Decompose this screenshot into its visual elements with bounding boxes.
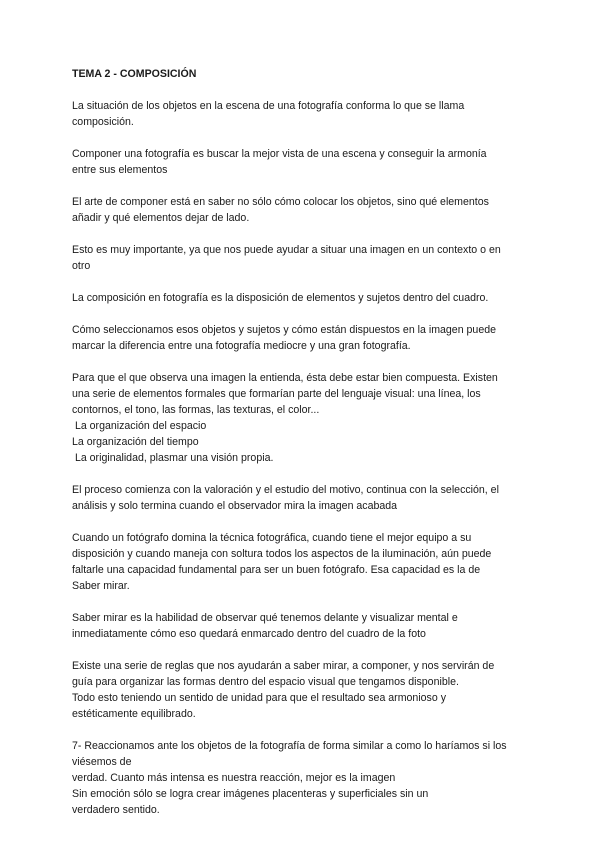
- paragraph-line: El proceso comienza con la valoración y el estudio del motivo, continua con la selección, el: [72, 484, 499, 496]
- paragraph-line: estéticamente equilibrado.: [72, 708, 196, 720]
- document-title: TEMA 2 - COMPOSICIÓN: [72, 68, 197, 80]
- paragraph-line: viésemos de: [72, 756, 132, 768]
- paragraph-line: La originalidad, plasmar una visión propia.: [72, 452, 274, 464]
- paragraph-line: Saber mirar.: [72, 580, 130, 592]
- paragraph-line: marcar la diferencia entre una fotografía mediocre y una gran fotografía.: [72, 340, 411, 352]
- paragraph: [72, 610, 540, 642]
- paragraph-line: La composición en fotografía es la disposición de elementos y sujetos dentro del cuadro.: [72, 292, 489, 304]
- paragraph: [72, 290, 540, 306]
- document-body: [72, 98, 540, 818]
- paragraph-line: Todo esto teniendo un sentido de unidad para que el resultado sea armonioso y: [72, 692, 446, 704]
- paragraph-line: faltarle una capacidad fundamental para ser un buen fotógrafo. Esa capacidad es la de: [72, 564, 481, 576]
- paragraph: [72, 738, 540, 818]
- paragraph-line: composición.: [72, 116, 134, 128]
- paragraph-line: Para que el que observa una imagen la entienda, ésta debe estar bien compuesta. Existen: [72, 372, 498, 384]
- paragraph-line: verdad. Cuanto más intensa es nuestra reacción, mejor es la imagen: [72, 772, 396, 784]
- paragraph: [72, 194, 540, 226]
- paragraph-line: La organización del tiempo: [72, 436, 199, 448]
- paragraph-line: análisis y solo termina cuando el observador mira la imagen acabada: [72, 500, 398, 512]
- paragraph-line: Sin emoción sólo se logra crear imágenes placenteras y superficiales sin un: [72, 788, 429, 800]
- paragraph: [72, 482, 540, 514]
- paragraph-line: entre sus elementos: [72, 164, 168, 176]
- paragraph-line: La organización del espacio: [72, 420, 207, 432]
- paragraph: [72, 658, 540, 722]
- paragraph-line: 7- Reaccionamos ante los objetos de la fotografía de forma similar a como lo haríamos si los: [72, 740, 507, 752]
- paragraph-line: verdadero sentido.: [72, 804, 160, 816]
- paragraph-line: inmediatamente cómo eso quedará enmarcado dentro del cuadro de la foto: [72, 628, 426, 640]
- paragraph-line: Esto es muy importante, ya que nos puede ayudar a situar una imagen en un contexto o en: [72, 244, 501, 256]
- paragraph-line: contornos, el tono, las formas, las texturas, el color...: [72, 404, 320, 416]
- paragraph-line: El arte de componer está en saber no sólo cómo colocar los objetos, sino qué elementos: [72, 196, 489, 208]
- paragraph-line: añadir y qué elementos dejar de lado.: [72, 212, 250, 224]
- paragraph: [72, 322, 540, 354]
- paragraph-line: La situación de los objetos en la escena de una fotografía conforma lo que se llama: [72, 100, 465, 112]
- paragraph-line: Existe una serie de reglas que nos ayudarán a saber mirar, a componer, y nos servirán de: [72, 660, 495, 672]
- paragraph: [72, 146, 540, 178]
- paragraph: [72, 370, 540, 466]
- paragraph-line: otro: [72, 260, 91, 272]
- paragraph: [72, 98, 540, 130]
- paragraph-line: disposición y cuando maneja con soltura todos los aspectos de la iluminación, aún puede: [72, 548, 492, 560]
- paragraph-line: Saber mirar es la habilidad de observar qué tenemos delante y visualizar mental e: [72, 612, 458, 624]
- document-page: [72, 66, 540, 834]
- paragraph-line: guía para organizar las formas dentro del espacio visual que tengamos disponible.: [72, 676, 459, 688]
- paragraph: [72, 530, 540, 594]
- paragraph-line: Cuando un fotógrafo domina la técnica fotográfica, cuando tiene el mejor equipo a su: [72, 532, 472, 544]
- paragraph: [72, 242, 540, 274]
- paragraph-line: Cómo seleccionamos esos objetos y sujetos y cómo están dispuestos en la imagen puede: [72, 324, 496, 336]
- paragraph-line: Componer una fotografía es buscar la mejor vista de una escena y conseguir la armonía: [72, 148, 487, 160]
- paragraph-line: una serie de elementos formales que formarían parte del lenguaje visual: una línea, los: [72, 388, 481, 400]
